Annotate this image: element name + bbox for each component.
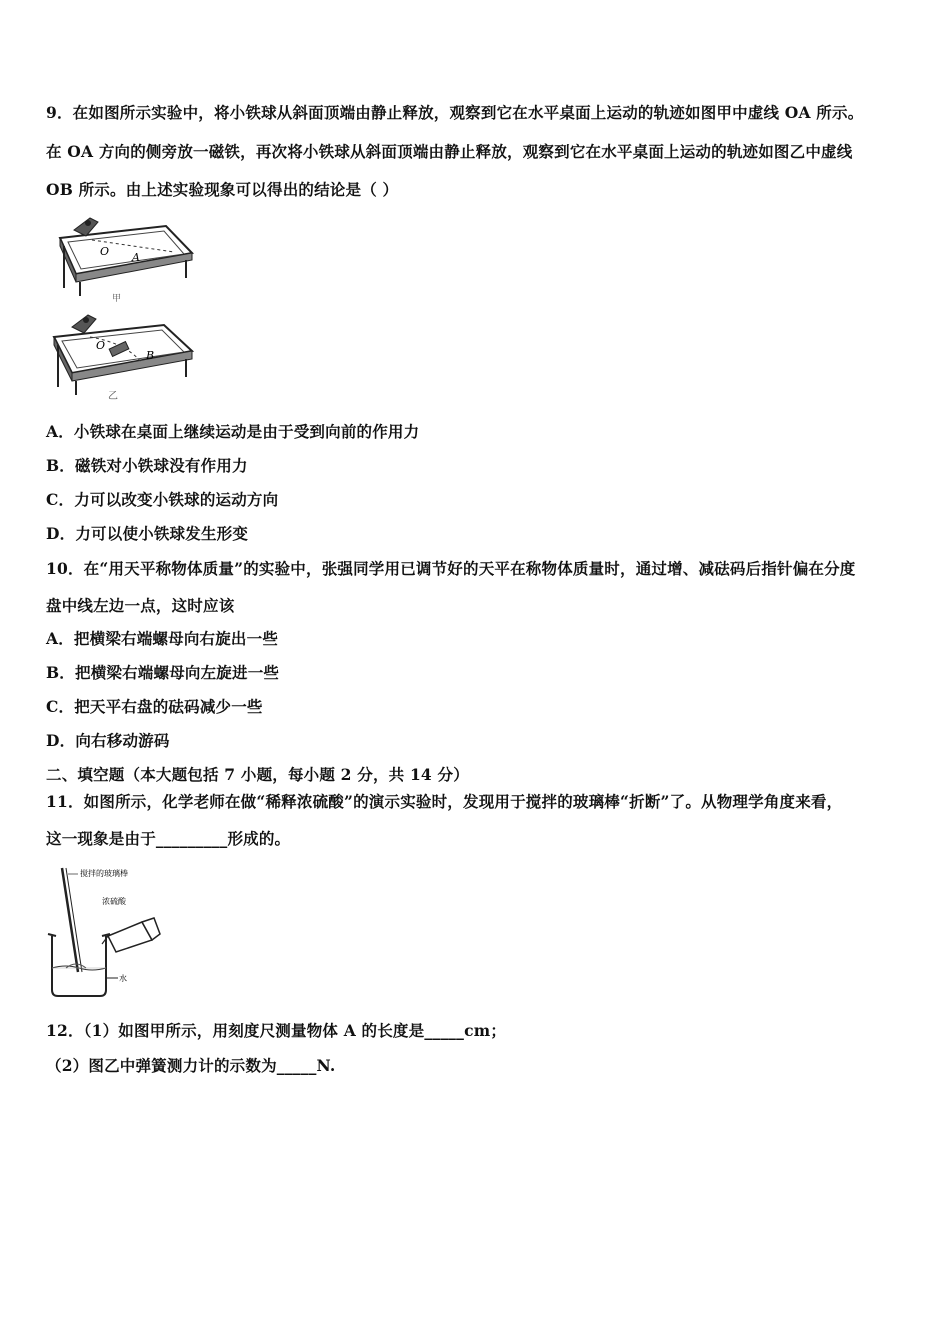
q11-stem-line-1: 11．如图所示，化学老师在做“稀释浓硫酸”的演示实验时，发现用于搅拌的玻璃棒“折断”了。从物理学角度来看， bbox=[46, 792, 843, 811]
table-ramp-diagram-jia bbox=[46, 208, 196, 303]
rod-label: 搅拌的玻璃棒 bbox=[80, 869, 128, 878]
q9-figure-yi bbox=[46, 305, 196, 400]
q9-option-d: D．力可以使小铁球发生形变 bbox=[46, 524, 249, 543]
q9-option-b: B．磁铁对小铁球没有作用力 bbox=[46, 456, 248, 475]
label-b: B bbox=[146, 349, 155, 362]
q11-stem-line-2: 这一现象是由于_________形成的。 bbox=[46, 829, 291, 848]
label-a: A bbox=[132, 251, 140, 264]
figure-caption-yi: 乙 bbox=[108, 391, 118, 400]
beaker-acid-rod-diagram bbox=[46, 860, 181, 1000]
table-ramp-magnet-diagram-yi bbox=[46, 305, 196, 400]
q12-part-1: 12．（1）如图甲所示，用刻度尺测量物体 A 的长度是_____cm； bbox=[46, 1021, 507, 1040]
section-heading-fill-in: 二、填空题（本大题包括 7 小题，每小题 2 分，共 14 分） bbox=[46, 765, 469, 784]
q10-stem-line-2: 盘中线左边一点，这时应该 bbox=[46, 596, 235, 615]
water-label: 水 bbox=[119, 974, 127, 983]
q9-stem-line-2: 在 OA 方向的侧旁放一磁铁，再次将小铁球从斜面顶端由静止释放，观察到它在水平桌面上运动的轨迹如图乙中虚线 bbox=[46, 142, 853, 161]
q10-stem-line-1: 10．在“用天平称物体质量”的实验中，张强同学用已调节好的天平在称物体质量时，通过增、减砝码后指针偏在分度 bbox=[46, 559, 856, 578]
q9-stem-line-3: OB 所示。由上述实验现象可以得出的结论是（ ） bbox=[46, 180, 399, 199]
q9-figure-jia bbox=[46, 208, 196, 303]
q9-option-a: A．小铁球在桌面上继续运动是由于受到向前的作用力 bbox=[46, 422, 420, 441]
acid-label: 浓硫酸 bbox=[102, 897, 126, 906]
q9-option-c: C．力可以改变小铁球的运动方向 bbox=[46, 490, 279, 509]
q11-figure-beaker bbox=[46, 860, 181, 1000]
q9-stem-line-1: 9．在如图所示实验中，将小铁球从斜面顶端由静止释放，观察到它在水平桌面上运动的轨迹如图甲中虚线 OA 所示。 bbox=[46, 103, 864, 122]
q10-option-a: A．把横梁右端螺母向右旋出一些 bbox=[46, 629, 279, 648]
figure-caption-jia: 甲 bbox=[112, 294, 122, 303]
q12-part-2: （2）图乙中弹簧测力计的示数为_____N. bbox=[46, 1056, 336, 1075]
q10-option-d: D．向右移动游码 bbox=[46, 731, 170, 750]
label-o: O bbox=[96, 339, 106, 352]
label-o: O bbox=[100, 245, 110, 258]
q10-option-c: C．把天平右盘的砝码减少一些 bbox=[46, 697, 263, 716]
q10-option-b: B．把横梁右端螺母向左旋进一些 bbox=[46, 663, 280, 682]
